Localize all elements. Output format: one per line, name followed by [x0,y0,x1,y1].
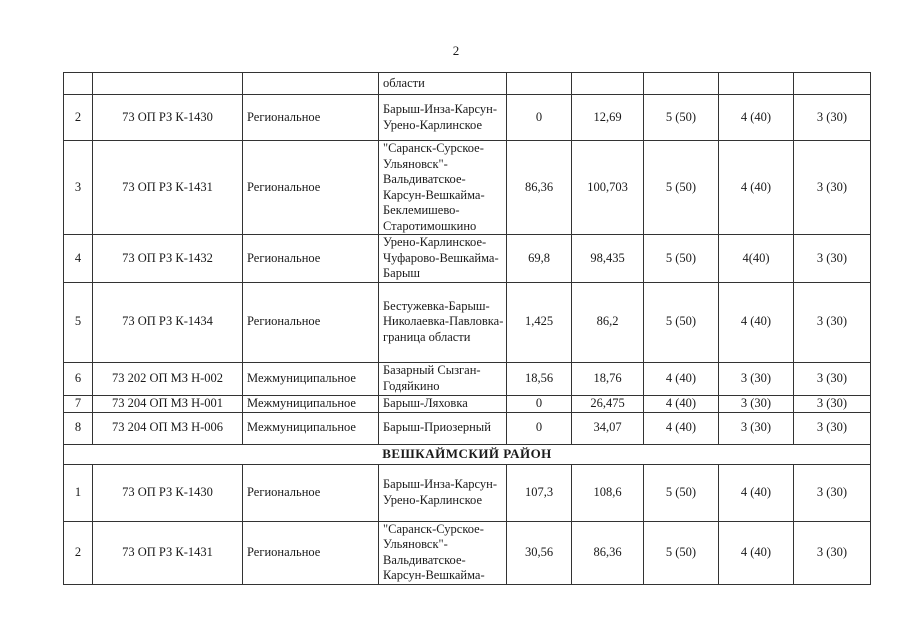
end-km-cell: 86,36 [572,521,644,584]
end-km-cell: 108,6 [572,464,644,521]
road-code-cell: 73 ОП РЗ К-1431 [93,521,243,584]
end-km-cell: 12,69 [572,95,644,141]
start-km-cell: 0 [507,95,572,141]
road-category-cell: Региональное [243,141,379,235]
capacity-2-cell: 4 (40) [719,282,794,362]
table-row [64,95,871,141]
row-number-cell: 3 [64,141,93,235]
table-row [64,521,871,584]
end-km-cell: 100,703 [572,141,644,235]
end-km-cell: 98,435 [572,235,644,283]
table-row [64,412,871,444]
row-number-cell: 8 [64,412,93,444]
road-code-cell: 73 204 ОП МЗ Н-001 [93,395,243,412]
road-code-cell [93,73,243,95]
capacity-2-cell: 3 (30) [719,395,794,412]
capacity-1-cell: 5 (50) [644,464,719,521]
start-km-cell: 1,425 [507,282,572,362]
road-code-cell: 73 ОП РЗ К-1431 [93,141,243,235]
capacity-1-cell: 4 (40) [644,395,719,412]
road-code-cell: 73 ОП РЗ К-1432 [93,235,243,283]
route-name-cell: "Саранск-Сурское-Ульяновск"-Вальдиватское-Карсун-Вешкайма-Беклемишево-Старотимошкино [379,141,507,235]
end-km-cell: 86,2 [572,282,644,362]
capacity-2-cell: 3 (30) [719,362,794,395]
table-row [64,235,871,283]
start-km-cell: 86,36 [507,141,572,235]
capacity-2-cell: 3 (30) [719,412,794,444]
row-number-cell: 1 [64,464,93,521]
capacity-3-cell: 3 (30) [794,141,871,235]
capacity-1-cell [644,73,719,95]
row-number-cell: 2 [64,521,93,584]
end-km-cell: 34,07 [572,412,644,444]
page-number: 2 [452,43,460,58]
row-number-cell: 6 [64,362,93,395]
table-row [64,141,871,235]
section-title: ВЕШКАЙМСКИЙ РАЙОН [64,444,871,464]
capacity-2-cell: 4 (40) [719,95,794,141]
road-category-cell: Межмуниципальное [243,412,379,444]
capacity-1-cell: 4 (40) [644,362,719,395]
start-km-cell: 0 [507,395,572,412]
route-name-cell: области [379,73,507,95]
section-row [64,444,871,464]
capacity-3-cell: 3 (30) [794,282,871,362]
row-number-cell: 7 [64,395,93,412]
start-km-cell [507,73,572,95]
row-number-cell: 2 [64,95,93,141]
table-row [64,362,871,395]
route-name-cell: Урено-Карлинское-Чуфарово-Вешкайма-Барыш [379,235,507,283]
route-name-cell: Барыш-Инза-Карсун-Урено-Карлинское [379,95,507,141]
capacity-3-cell: 3 (30) [794,521,871,584]
table-row [64,395,871,412]
start-km-cell: 0 [507,412,572,444]
capacity-3-cell: 3 (30) [794,412,871,444]
capacity-3-cell: 3 (30) [794,464,871,521]
start-km-cell: 69,8 [507,235,572,283]
row-number-cell: 4 [64,235,93,283]
capacity-1-cell: 5 (50) [644,235,719,283]
capacity-2-cell [719,73,794,95]
route-name-cell: Базарный Сызган-Годяйкино [379,362,507,395]
road-code-cell: 73 ОП РЗ К-1430 [93,464,243,521]
capacity-3-cell: 3 (30) [794,95,871,141]
capacity-3-cell [794,73,871,95]
capacity-3-cell: 3 (30) [794,362,871,395]
capacity-1-cell: 5 (50) [644,282,719,362]
capacity-2-cell: 4(40) [719,235,794,283]
start-km-cell: 30,56 [507,521,572,584]
roads-table [63,72,871,585]
start-km-cell: 107,3 [507,464,572,521]
table-row [64,73,871,95]
capacity-3-cell: 3 (30) [794,235,871,283]
road-code-cell: 73 202 ОП МЗ Н-002 [93,362,243,395]
road-code-cell: 73 ОП РЗ К-1434 [93,282,243,362]
route-name-cell: Барыш-Ляховка [379,395,507,412]
route-name-cell: Барыш-Приозерный [379,412,507,444]
capacity-2-cell: 4 (40) [719,521,794,584]
road-category-cell: Региональное [243,235,379,283]
road-category-cell: Региональное [243,282,379,362]
table-row [64,282,871,362]
capacity-2-cell: 4 (40) [719,464,794,521]
capacity-1-cell: 4 (40) [644,412,719,444]
road-category-cell: Межмуниципальное [243,395,379,412]
end-km-cell: 18,76 [572,362,644,395]
end-km-cell [572,73,644,95]
start-km-cell: 18,56 [507,362,572,395]
row-number-cell: 5 [64,282,93,362]
road-code-cell: 73 ОП РЗ К-1430 [93,95,243,141]
route-name-cell: Барыш-Инза-Карсун-Урено-Карлинское [379,464,507,521]
capacity-1-cell: 5 (50) [644,521,719,584]
end-km-cell: 26,475 [572,395,644,412]
road-category-cell: Региональное [243,521,379,584]
row-number-cell [64,73,93,95]
route-name-cell: "Саранск-Сурское-Ульяновск"-Вальдиватское-Карсун-Вешкайма- [379,521,507,584]
road-category-cell: Региональное [243,95,379,141]
road-category-cell: Региональное [243,464,379,521]
capacity-1-cell: 5 (50) [644,141,719,235]
road-code-cell: 73 204 ОП МЗ Н-006 [93,412,243,444]
capacity-1-cell: 5 (50) [644,95,719,141]
capacity-2-cell: 4 (40) [719,141,794,235]
road-category-cell: Межмуниципальное [243,362,379,395]
road-category-cell [243,73,379,95]
capacity-3-cell: 3 (30) [794,395,871,412]
table-row [64,464,871,521]
route-name-cell: Бестужевка-Барыш-Николаевка-Павловка-граница области [379,282,507,362]
